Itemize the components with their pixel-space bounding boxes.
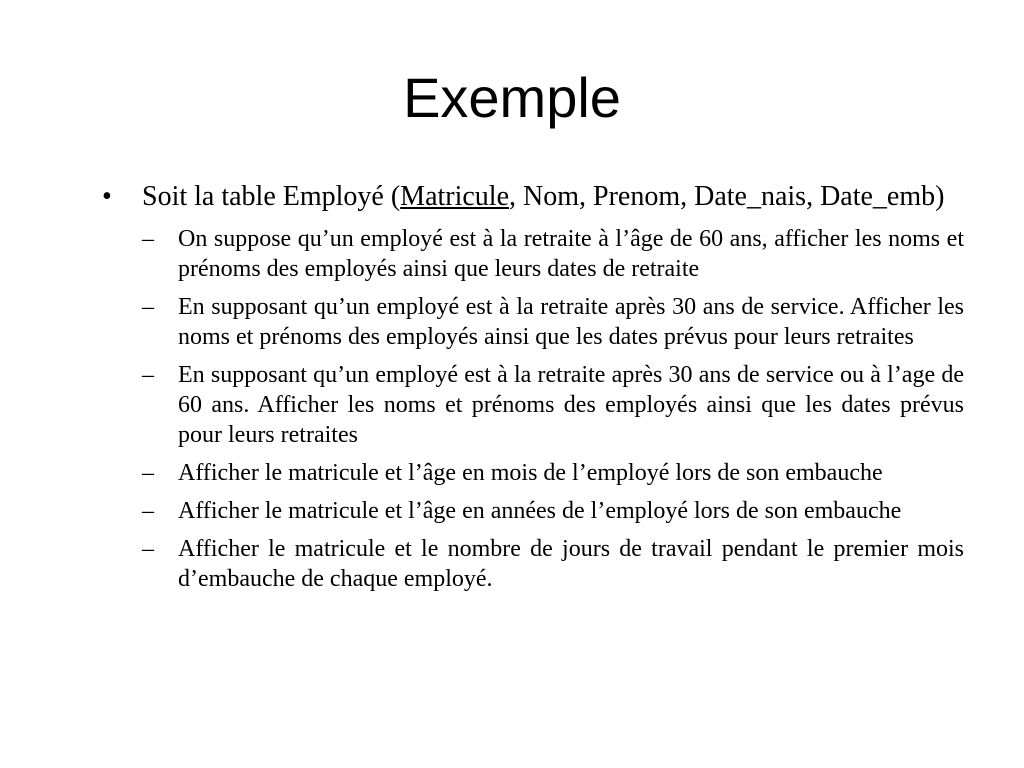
- dash-marker: –: [142, 294, 154, 320]
- sub-list: [102, 224, 964, 594]
- main-bullet: [102, 180, 964, 213]
- slide-body: [102, 180, 964, 602]
- sub-item: [142, 534, 964, 594]
- sub-item: [142, 458, 964, 488]
- dash-marker: –: [142, 536, 154, 562]
- primary-key-matricule: Matricule: [400, 181, 510, 212]
- dash-marker: –: [142, 362, 154, 388]
- sub-item-text: Afficher le matricule et l’âge en mois de l’employé lors de son embauche: [178, 460, 883, 486]
- slide-title: Exemple: [403, 66, 621, 129]
- bullet-marker: •: [102, 181, 112, 212]
- sub-item: [142, 224, 964, 284]
- sub-item-text: On suppose qu’un employé est à la retraite à l’âge de 60 ans, afficher les noms et prénoms des employés ainsi que leurs dates de retraite: [178, 226, 964, 282]
- sub-item: [142, 360, 964, 450]
- dash-marker: –: [142, 460, 154, 486]
- bullet-text-after: , Nom, Prenom, Date_nais, Date_emb): [509, 181, 945, 212]
- sub-item-text: En supposant qu’un employé est à la retraite après 30 ans de service ou à l’age de 60 ans. Afficher les noms et prénoms des employés ainsi que les dates prévus pour leurs retraites: [178, 362, 964, 448]
- sub-item-text: Afficher le matricule et le nombre de jours de travail pendant le premier mois d’embauche de chaque employé.: [178, 536, 964, 592]
- bullet-text-before: Soit la table Employé (: [142, 181, 401, 212]
- sub-item: [142, 496, 964, 526]
- sub-item-text: Afficher le matricule et l’âge en années de l’employé lors de son embauche: [178, 498, 902, 524]
- sub-item-text: En supposant qu’un employé est à la retraite après 30 ans de service. Afficher les noms et prénoms des employés ainsi que les dates prévus pour leurs retraites: [178, 294, 964, 350]
- dash-marker: –: [142, 226, 154, 252]
- sub-item: [142, 292, 964, 352]
- dash-marker: –: [142, 498, 154, 524]
